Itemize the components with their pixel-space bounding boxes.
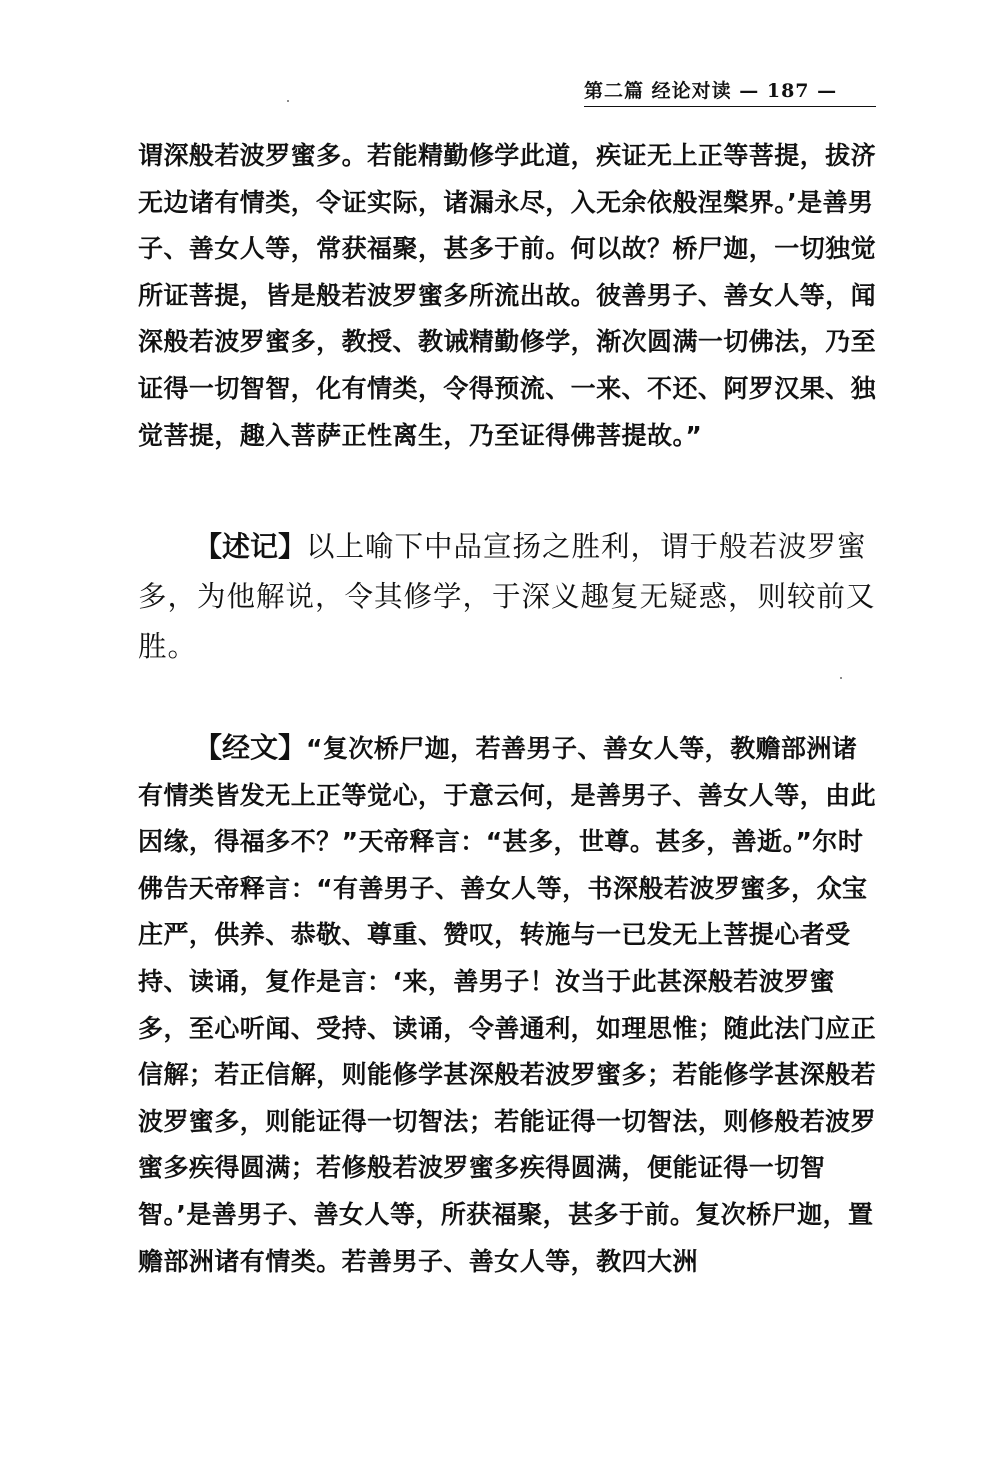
scripture-text: “复次桥尸迦，若善男子、善女人等，教赡部洲诸有情类皆发无上正等觉心，于意云何，是善男子、善女人等，由此因缘，得福多不？”天帝释言：“甚多，世尊。甚多，善逝。”尔时佛告天帝释言：“有善男子、善女人等，书深般若波罗蜜多，众宝庄严，供养、恭敬、尊重、赞叹，转施与一已发无上菩提心者受持、读诵，复作是言：‘来，善男子！汝当于此甚深般若波罗蜜多，至心听闻、受持、读诵，令善通利，如理思惟；随此法门应正信解；若正信解，则能修学甚深般若波罗蜜多；若能修学甚深般若波罗蜜多，则能证得一切智法；若能证得一切智法，则修般若波罗蜜多疾得圆满；若修般若波罗蜜多疾得圆满，便能证得一切智智。’是善男子、善女人等，所获福聚，甚多于前。复次桥尸迦，置赡部洲诸有情类。若善男子、善女人等，教四大洲	[138, 734, 877, 1276]
scripture-label: 【经文】	[194, 731, 307, 764]
running-header: 第二篇 经论对读 — 187 —	[584, 80, 838, 102]
commentary-paragraph	[138, 522, 880, 672]
continuation-paragraph: 谓深般若波罗蜜多。若能精勤修学此道，疾证无上正等菩提，拔济无边诸有情类，令证实际，诸漏永尽，入无余依般涅槃界。’是善男子、善女人等，常获福聚，甚多于前。何以故？桥尸迦，一切独觉所证菩提，皆是般若波罗蜜多所流出故。彼善男子、善女人等，闻深般若波罗蜜多，教授、教诫精勤修学，渐次圆满一切佛法，乃至证得一切智智，化有情类，令得预流、一来、不还、阿罗汉果、独觉菩提，趣入菩萨正性离生，乃至证得佛菩提故。”	[138, 141, 877, 450]
scan-speck	[287, 100, 289, 102]
scan-speck	[840, 677, 842, 679]
commentary-text: 以上喻下中品宣扬之胜利，谓于般若波罗蜜多，为他解说，令其修学，于深义趣复无疑惑，则较前又胜。	[138, 530, 876, 663]
header-rule	[584, 106, 876, 107]
scripture-paragraph	[138, 725, 880, 1285]
commentary-label: 【述记】	[194, 530, 307, 563]
